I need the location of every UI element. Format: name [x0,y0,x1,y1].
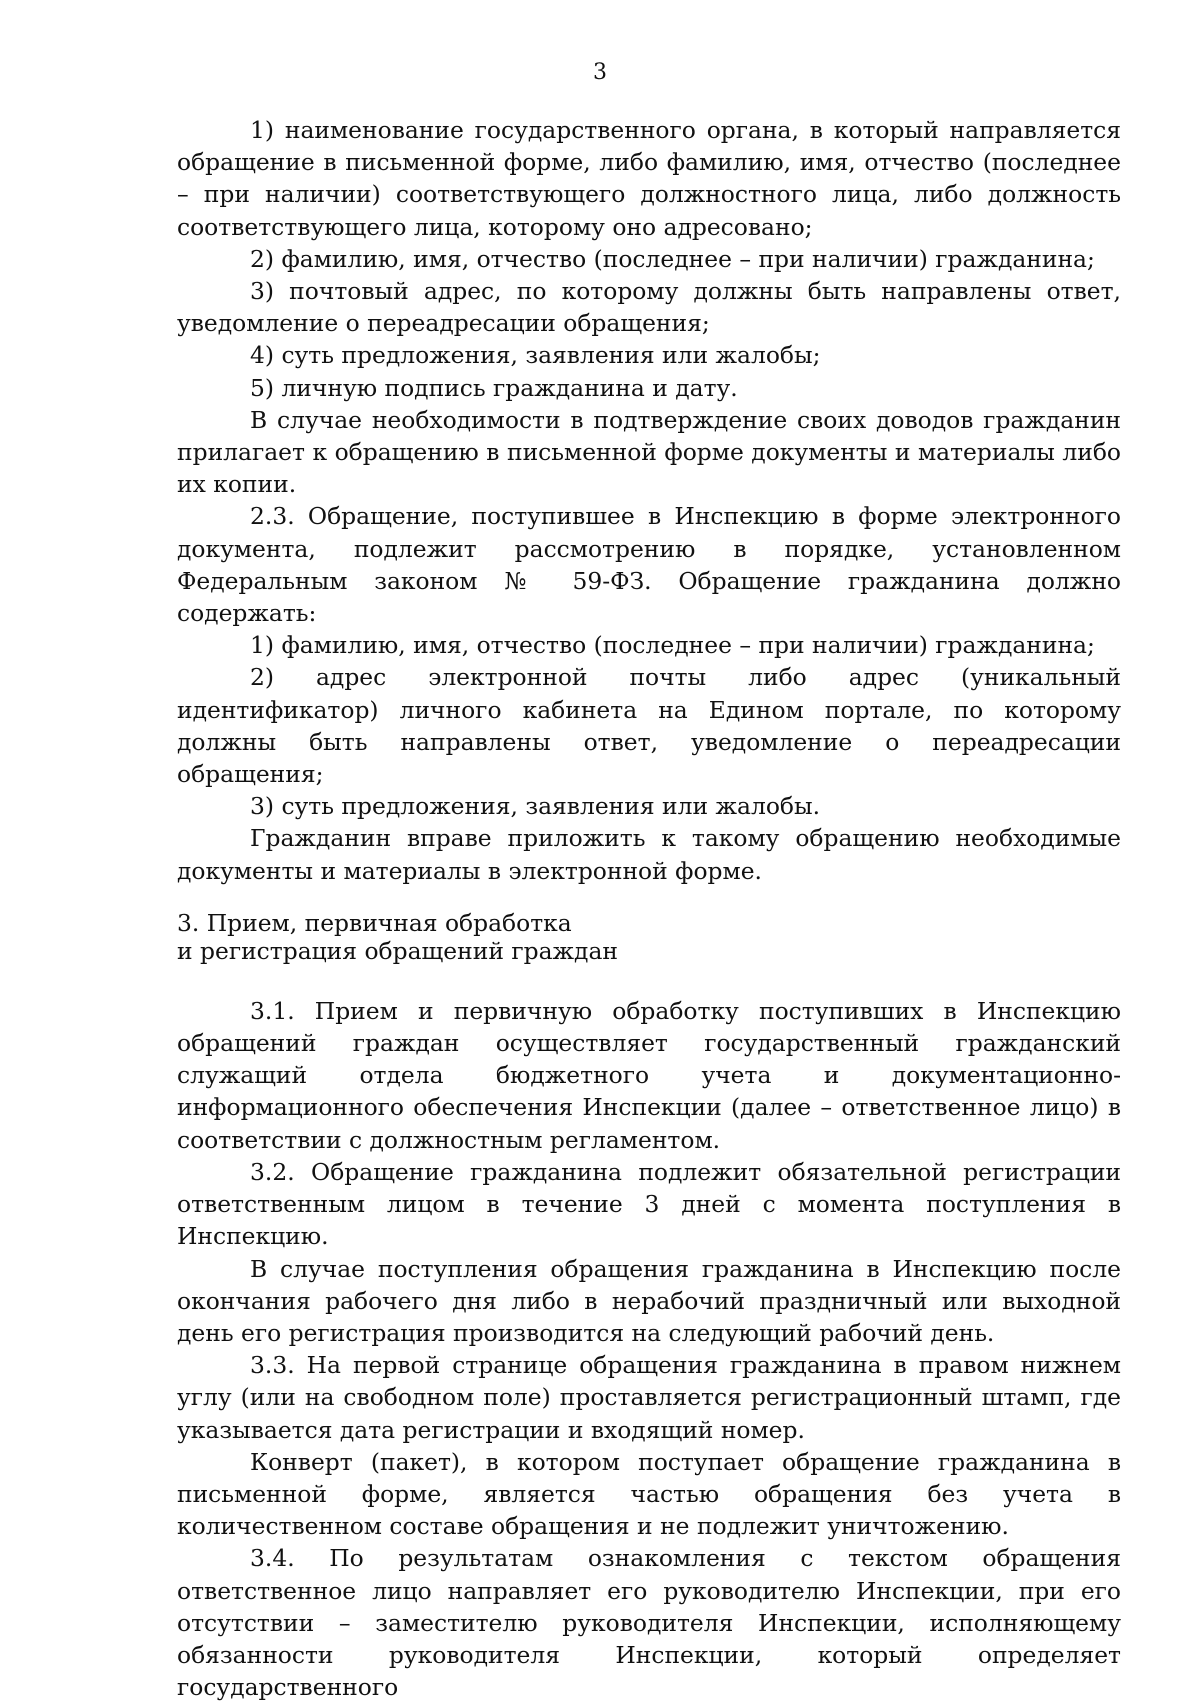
paragraph: 4) суть предложения, заявления или жалобы; [250,341,821,370]
paragraph: В случае необходимости в подтверждение своих доводов гражданин прилагает к обращению в письменной форме документы и материалы либо их копии. [177,405,1121,499]
paragraph: 2) фамилию, имя, отчество (последнее – при наличии) гражданина; [250,244,1095,273]
paragraph: 2) адрес электронной почты либо адрес (уникальный идентификатор) личного кабинета на Едином портале, по которому должны быть направлены ответ, уведомление о переадресации обращения; [177,663,1121,789]
paragraph: 1) фамилию, имя, отчество (последнее – при наличии) гражданина; [250,631,1095,660]
document-body [177,114,1121,1703]
section-heading [177,909,1121,965]
section-heading-line: 3. Прием, первичная обработка [177,908,572,937]
paragraph: Конверт (пакет), в котором поступает обращение гражданина в письменной форме, является частью обращения без учета в количественном составе обращения и не подлежит уничтожению. [177,1447,1121,1541]
paragraph: 3) почтовый адрес, по которому должны быть направлены ответ, уведомление о переадресации обращения; [177,277,1121,338]
paragraph: 1) наименование государственного органа, в который направляется обращение в письменной форме, либо фамилию, имя, отчество (последнее – при наличии) соответствующего должностного лица, либо должность соответствующего лица, которому оно адресовано; [177,116,1121,241]
page-number: 3 [593,60,607,85]
section-heading-line: и регистрация обращений граждан [177,936,618,965]
paragraph: 3.4. По результатам ознакомления с текстом обращения ответственное лицо направляет его руководителю Инспекции, при его отсутствии – заместителю руководителя Инспекции, исполняющему обязанности руководителя Инспекции, который определяет государственного [177,1544,1121,1702]
paragraph: Гражданин вправе приложить к такому обращению необходимые документы и материалы в электронной форме. [177,824,1121,885]
paragraph: 5) личную подпись гражданина и дату. [250,373,738,402]
paragraph: В случае поступления обращения гражданина в Инспекцию после окончания рабочего дня либо в нерабочий праздничный или выходной день его регистрация производится на следующий рабочий день. [177,1254,1121,1347]
paragraph: 2.3. Обращение, поступившее в Инспекцию в форме электронного документа, подлежит рассмотрению в порядке, установленном Федеральным законом № 59-ФЗ. Обращение гражданина должно содержать: [177,502,1121,628]
paragraph: 3.2. Обращение гражданина подлежит обязательной регистрации ответственным лицом в течение 3 дней с момента поступления в Инспекцию. [177,1157,1121,1251]
paragraph: 3.1. Прием и первичную обработку поступивших в Инспекцию обращений граждан осуществляет государственный гражданский служащий отдела бюджетного учета и документационно-информационного обеспечения Инспекции (далее – ответственное лицо) в соответствии с должностным регламентом. [177,996,1121,1154]
paragraph: 3.3. На первой странице обращения гражданина в правом нижнем углу (или на свободном поле) проставляется регистрационный штамп, где указывается дата регистрации и входящий номер. [177,1351,1121,1444]
paragraph: 3) суть предложения, заявления или жалобы. [250,792,821,821]
